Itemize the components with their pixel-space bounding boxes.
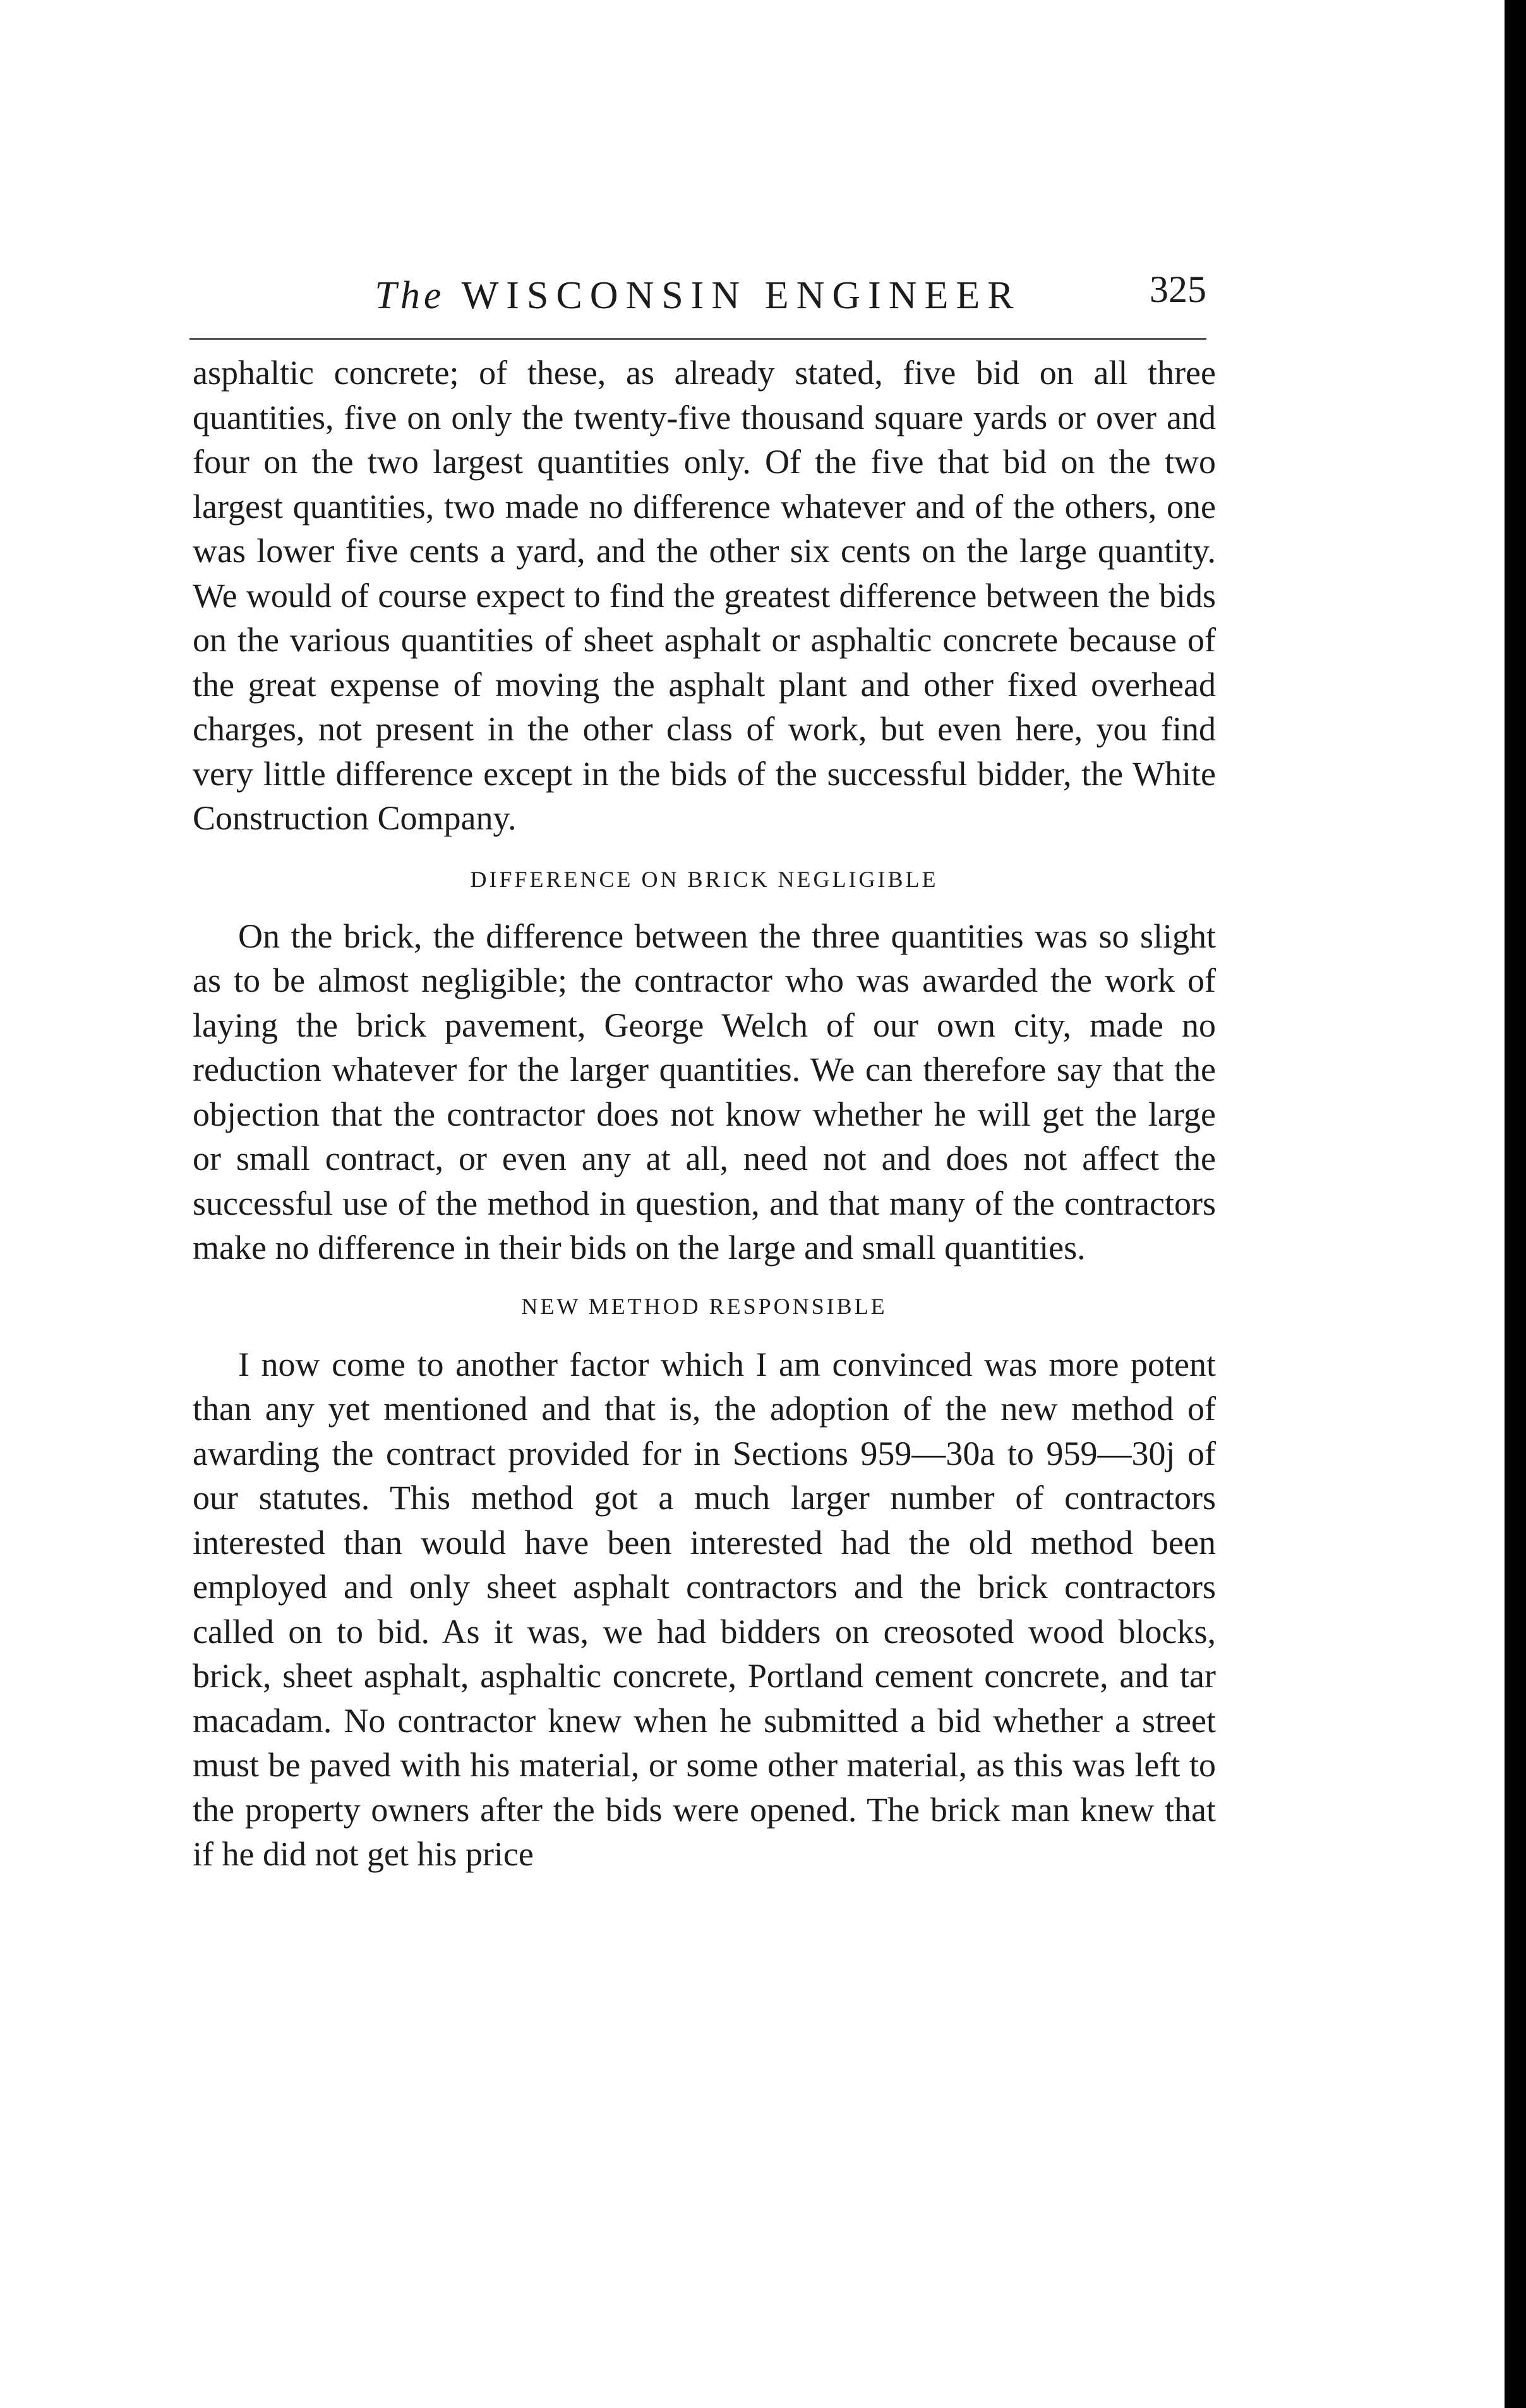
journal-title-name: WISCONSIN ENGINEER <box>461 274 1021 317</box>
page-number: 325 <box>1150 268 1206 310</box>
subheading-brick: DIFFERENCE ON BRICK NEGLIGIBLE <box>470 866 939 892</box>
scan-border <box>1505 0 1526 2408</box>
article-body <box>193 351 1216 1877</box>
paragraph-brick: On the brick, the difference between the three quantities was so slight as to be almost negligible; the contractor who was awarded the work of laying the brick pavement, George Welch of our own city, made no reduction whatever for the larger quantities. We can therefore say that the objection that the contractor does not know whether he will get the large or small contract, or even any at all, need not and does not affect the successful use of the method in question, and that many of the contractors make no difference in their bids on the large and small quantities. <box>193 917 1216 1267</box>
journal-title <box>189 270 1206 321</box>
paragraph-new-method: I now come to another factor which I am convinced was more potent than any yet mentioned and that is, the adoption of the new method of awarding the contract provided for in Sections 959—30a to 959—30j of our statutes. This method got a much larger number of contractors interested than would have been interested had the old method been employed and only sheet asphalt contractors and the brick contractors called on to bid. As it was, we had bidders on creosoted wood blocks, brick, sheet asphalt, asphaltic concrete, Portland cement concrete, and tar macadam. No contractor knew when he submitted a bid whether a street must be paved with his material, or some other material, as this was left to the property owners after the bids were opened. The brick man knew that if he did not get his price <box>193 1345 1216 1873</box>
journal-title-article: The <box>375 274 445 317</box>
subheading-new-method: NEW METHOD RESPONSIBLE <box>521 1293 887 1319</box>
paragraph-continued: asphaltic concrete; of these, as already stated, five bid on all three quantities, five on only the twenty-five thousand square yards or over and four on the two largest quantities only. Of the five that bid on the two largest quantities, two made no difference whatever and of the others, one was lower five cents a yard, and the other six cents on the large quantity. We would of course expect to find the greatest difference between the bids on the various quantities of sheet asphalt or asphaltic concrete because of the great expense of moving the asphalt plant and other fixed overhead charges, not present in the other class of work, but even here, you find very little difference except in the bids of the successful bidder, the White Construction Company. <box>193 354 1216 837</box>
header-rule <box>189 338 1206 340</box>
running-head <box>189 264 1206 334</box>
